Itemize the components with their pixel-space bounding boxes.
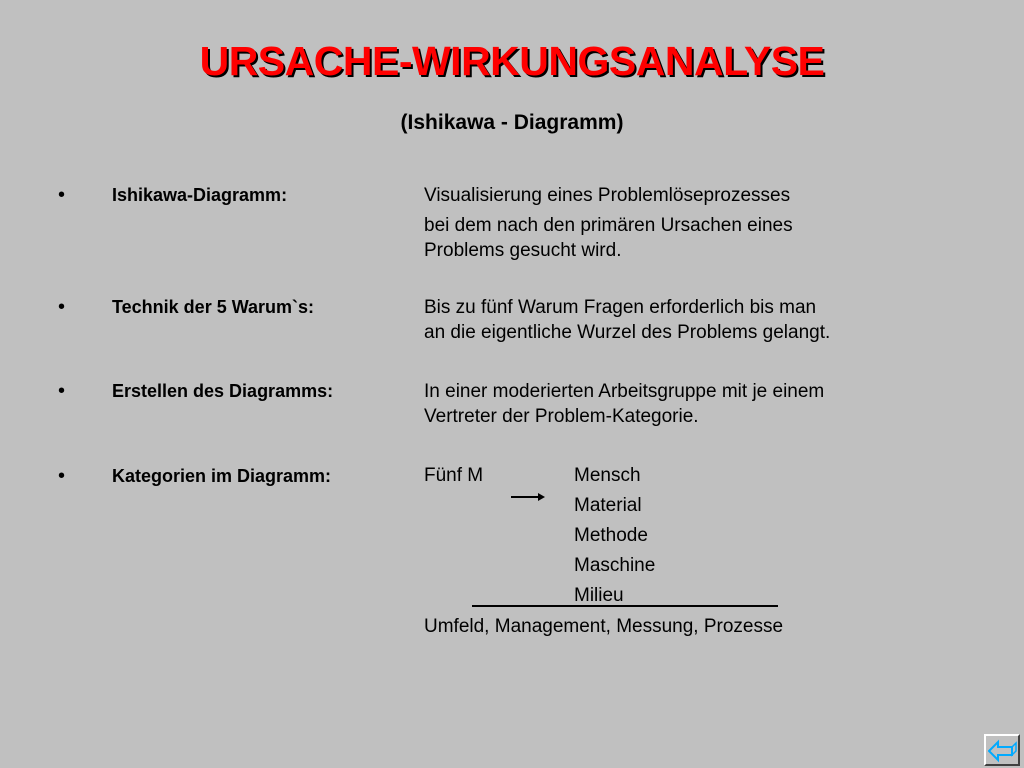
bullet-label-erstellen: Erstellen des Diagramms: <box>112 381 334 401</box>
slide-title: URSACHE-WIRKUNGSANALYSE <box>199 38 825 84</box>
separator-line <box>472 605 778 607</box>
bullet-text-line: Vertreter der Problem-Kategorie. <box>424 406 699 427</box>
category-item: Maschine <box>574 555 656 576</box>
bullet-text-line: Problems gesucht wird. <box>424 240 622 261</box>
bullet-text-line: bei dem nach den primären Ursachen eines <box>424 215 793 236</box>
bullet-text-line: Bis zu fünf Warum Fragen erforderlich bis man <box>424 297 817 318</box>
bullet-text-line: In einer moderierten Arbeitsgruppe mit je einem <box>424 381 825 402</box>
category-item: Mensch <box>574 465 641 486</box>
return-arrow-icon <box>988 738 1018 764</box>
arrow-right-icon <box>510 490 546 504</box>
category-item: Milieu <box>574 585 624 606</box>
bullet-text-line: Visualisierung eines Problemlöseprozesses <box>424 185 791 206</box>
bullet-label-kategorien: Kategorien im Diagramm: <box>112 466 332 486</box>
category-item: Methode <box>574 525 648 546</box>
bullet-marker: • <box>58 380 66 402</box>
slide-subtitle: (Ishikawa - Diagramm) <box>400 111 624 134</box>
bullet-text-line: an die eigentliche Wurzel des Problems gelangt. <box>424 322 831 343</box>
bullet-marker: • <box>58 184 66 206</box>
category-item: Material <box>574 495 642 516</box>
bullet-label-ishikawa: Ishikawa-Diagramm: <box>112 185 288 205</box>
return-nav-button[interactable] <box>984 734 1020 766</box>
category-footer: Umfeld, Management, Messung, Prozesse <box>424 616 784 637</box>
five-m-intro: Fünf M <box>424 465 484 486</box>
bullet-marker: • <box>58 296 66 318</box>
bullet-label-5-warum: Technik der 5 Warum`s: <box>112 297 315 317</box>
bullet-marker: • <box>58 465 66 487</box>
